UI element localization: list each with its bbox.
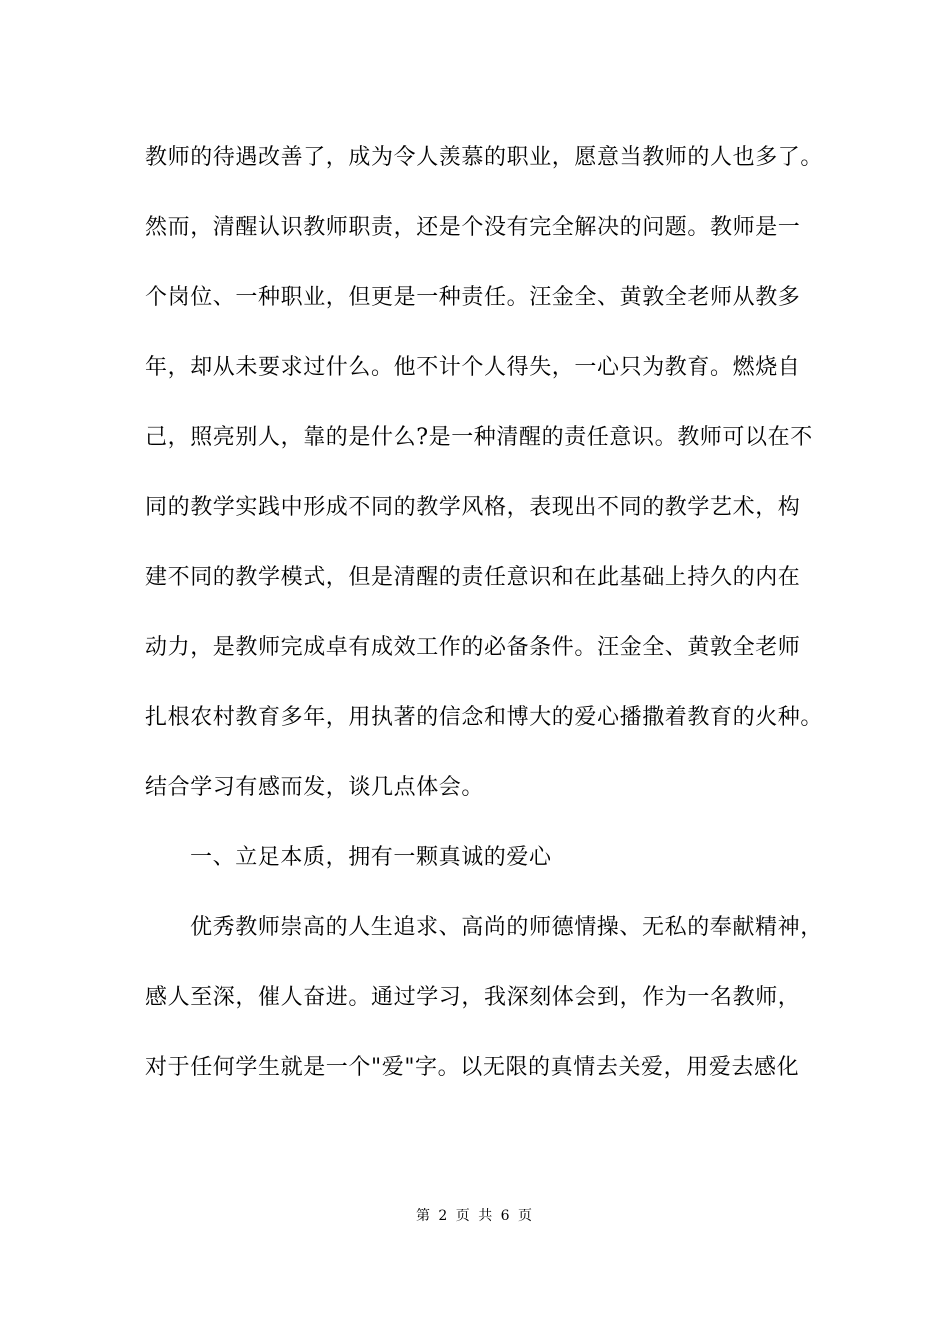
body-line: 年，却从未要求过什么。他不计个人得失，一心只为教育。燃烧自 bbox=[145, 355, 801, 380]
body-line: 结合学习有感而发，谈几点体会。 bbox=[145, 775, 485, 800]
body-line: 对于任何学生就是一个"爱"字。以无限的真情去关爱，用爱去感化 bbox=[145, 1055, 800, 1080]
section-heading: 一、立足本质，拥有一颗真诚的爱心 bbox=[190, 845, 552, 870]
body-line: 同的教学实践中形成不同的教学风格，表现出不同的教学艺术，构 bbox=[145, 495, 801, 520]
body-line: 动力，是教师完成卓有成效工作的必备条件。汪金全、黄敦全老师 bbox=[145, 635, 801, 660]
body-line: 个岗位、一种职业，但更是一种责任。汪金全、黄敦全老师从教多 bbox=[145, 285, 801, 310]
body-line: 教师的待遇改善了，成为令人羡慕的职业，愿意当教师的人也多了。 bbox=[145, 145, 824, 170]
body-line: 感人至深，催人奋进。通过学习，我深刻体会到，作为一名教师， bbox=[145, 985, 801, 1010]
page-number-footer: 第 2 页 共 6 页 bbox=[415, 1208, 535, 1224]
body-line: 然而，清醒认识教师职责，还是个没有完全解决的问题。教师是一 bbox=[145, 215, 801, 240]
body-line: 优秀教师崇高的人生追求、高尚的师德情操、无私的奉献精神， bbox=[190, 915, 823, 940]
body-line: 扎根农村教育多年，用执著的信念和博大的爱心播撒着教育的火种。 bbox=[145, 705, 824, 730]
body-line: 建不同的教学模式，但是清醒的责任意识和在此基础上持久的内在 bbox=[145, 565, 801, 590]
body-line: 己，照亮别人，靠的是什么?是一种清醒的责任意识。教师可以在不 bbox=[145, 425, 813, 450]
